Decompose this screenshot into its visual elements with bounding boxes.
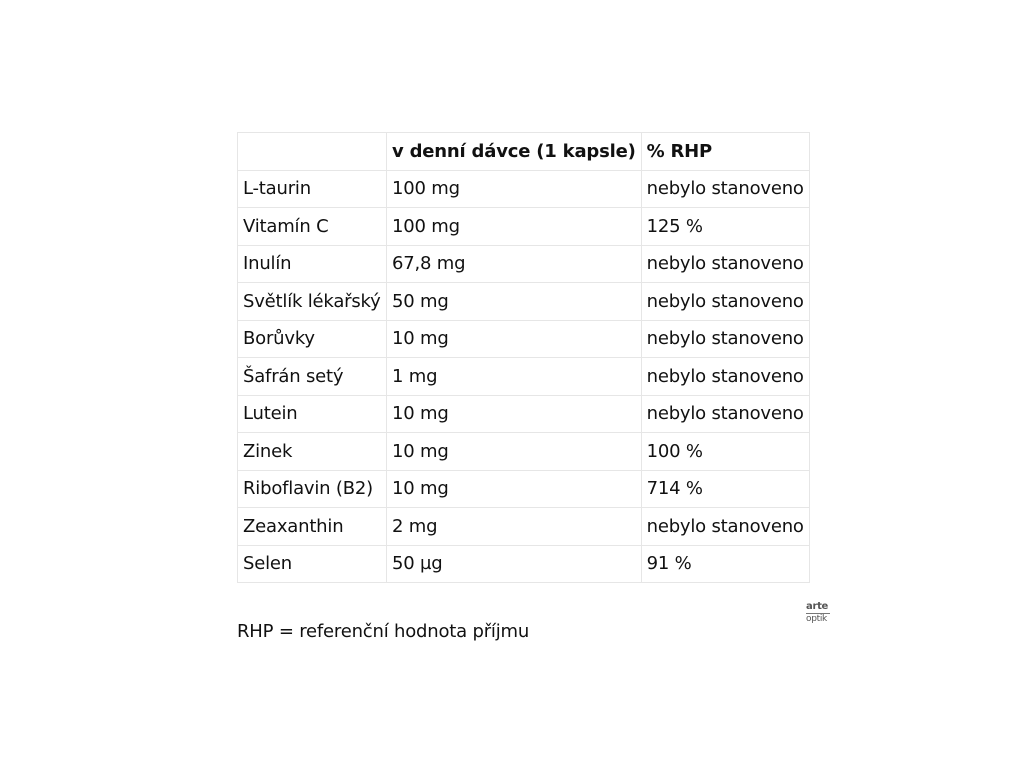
row-rhp-cell: 91 %	[641, 545, 809, 583]
row-name-cell: Inulín	[238, 245, 387, 283]
table-row	[238, 320, 810, 358]
row-rhp-cell: nebylo stanoveno	[641, 395, 809, 433]
header-cell-rhp: % RHP	[641, 133, 809, 171]
row-dose-cell: 50 mg	[387, 283, 642, 321]
row-dose-cell: 10 mg	[387, 433, 642, 471]
row-name-cell: L-taurin	[238, 170, 387, 208]
row-name-cell: Borůvky	[238, 320, 387, 358]
table-row	[238, 545, 810, 583]
row-rhp-cell: nebylo stanoveno	[641, 283, 809, 321]
row-dose-cell: 10 mg	[387, 395, 642, 433]
arte-optik-logo	[806, 602, 834, 624]
row-rhp-cell: 714 %	[641, 470, 809, 508]
row-name-cell: Riboflavin (B2)	[238, 470, 387, 508]
table-row	[238, 358, 810, 396]
row-dose-cell: 100 mg	[387, 208, 642, 246]
row-rhp-cell: nebylo stanoveno	[641, 358, 809, 396]
row-name-cell: Zeaxanthin	[238, 508, 387, 546]
table-row	[238, 433, 810, 471]
table-row	[238, 245, 810, 283]
row-dose-cell: 50 µg	[387, 545, 642, 583]
row-name-cell: Světlík lékařský	[238, 283, 387, 321]
row-name-cell: Šafrán setý	[238, 358, 387, 396]
table-row	[238, 283, 810, 321]
row-dose-cell: 100 mg	[387, 170, 642, 208]
table-row	[238, 470, 810, 508]
table-row	[238, 208, 810, 246]
row-name-cell: Lutein	[238, 395, 387, 433]
row-rhp-cell: nebylo stanoveno	[641, 245, 809, 283]
row-name-cell: Selen	[238, 545, 387, 583]
row-name-cell: Vitamín C	[238, 208, 387, 246]
row-rhp-cell: 100 %	[641, 433, 809, 471]
table-row	[238, 395, 810, 433]
row-rhp-cell: 125 %	[641, 208, 809, 246]
row-rhp-cell: nebylo stanoveno	[641, 170, 809, 208]
table-row	[238, 508, 810, 546]
row-dose-cell: 2 mg	[387, 508, 642, 546]
row-dose-cell: 1 mg	[387, 358, 642, 396]
row-name-cell: Zinek	[238, 433, 387, 471]
logo-text-top: arte	[806, 601, 829, 612]
row-dose-cell: 10 mg	[387, 320, 642, 358]
table-row	[238, 170, 810, 208]
table-header-row	[238, 133, 810, 171]
logo-text-bottom: optik	[806, 614, 827, 624]
header-cell-daily-dose: v denní dávce (1 kapsle)	[387, 133, 642, 171]
rhp-footnote: RHP = referenční hodnota příjmu	[237, 621, 530, 642]
row-dose-cell: 67,8 mg	[387, 245, 642, 283]
header-cell-name	[238, 133, 387, 171]
row-dose-cell: 10 mg	[387, 470, 642, 508]
row-rhp-cell: nebylo stanoveno	[641, 508, 809, 546]
nutrition-table	[237, 132, 810, 583]
row-rhp-cell: nebylo stanoveno	[641, 320, 809, 358]
